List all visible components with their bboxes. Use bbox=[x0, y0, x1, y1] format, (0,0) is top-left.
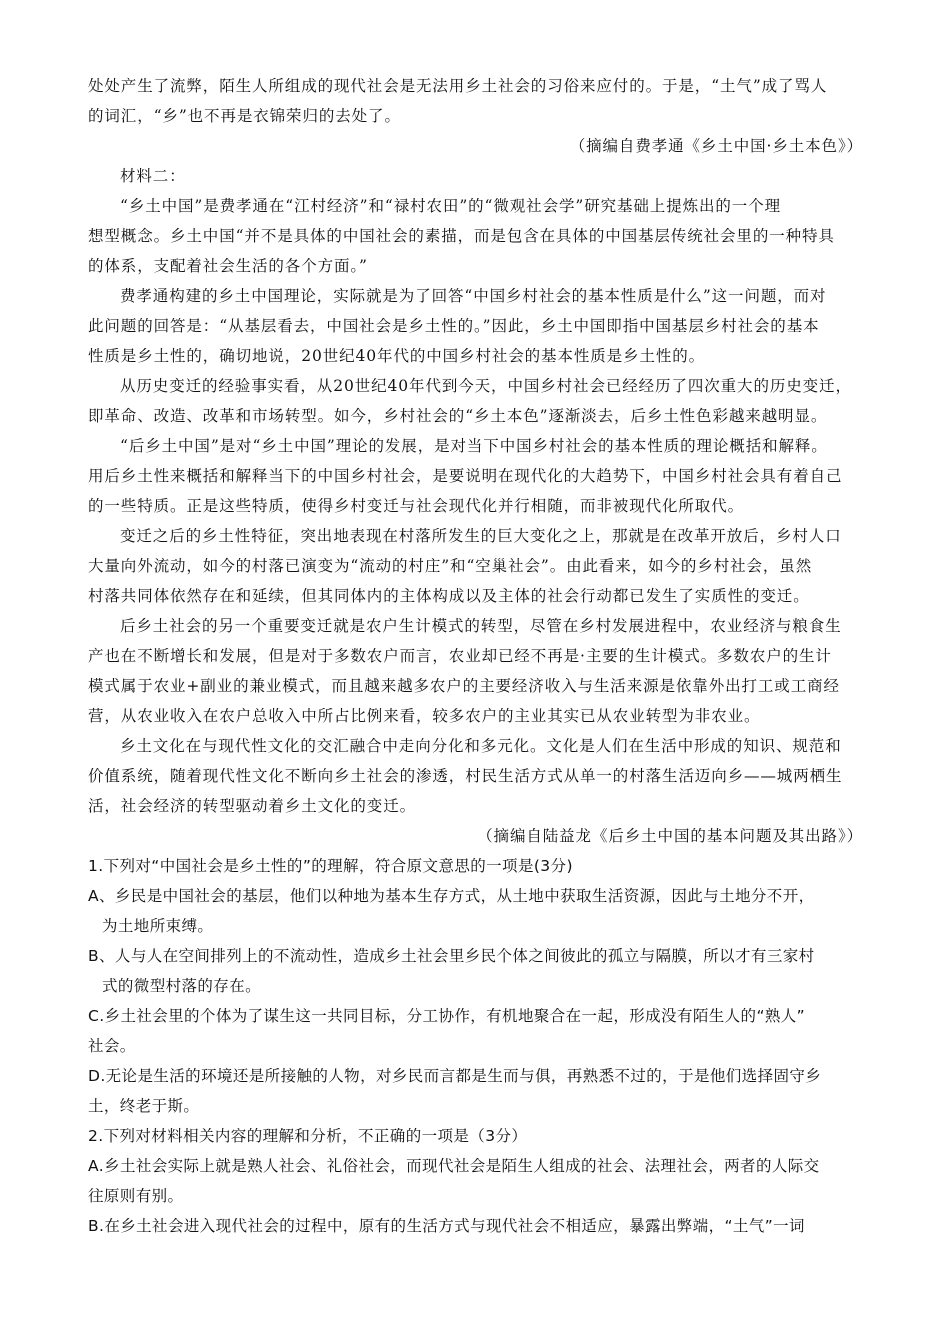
text-line: “乡土中国”是费孝通在“江村经济”和“禄村农田”的“微观社会学”研究基础上提炼出的一个理 bbox=[120, 197, 781, 215]
text-line: “后乡土中国”是对“乡土中国”理论的发展，是对当下中国乡村社会的基本性质的理论概括和解释。 bbox=[120, 437, 828, 455]
text-line: 村落共同体依然存在和延续，但其同体内的主体构成以及主体的社会行动都已发生了实质性的变迁。 bbox=[88, 587, 810, 605]
option-b-cont: 式的微型村落的存在。 bbox=[102, 977, 262, 995]
text-line: 的词汇，“乡”也不再是衣锦荣归的去处了。 bbox=[88, 107, 401, 125]
text-line: 从历史变迁的经验事实看，从20世纪40年代到今天，中国乡村社会已经经历了四次重大的历史变迁， bbox=[120, 377, 852, 395]
text-line: 处处产生了流弊，陌生人所组成的现代社会是无法用乡土社会的习俗来应付的。于是，“土气”成了骂人 bbox=[88, 77, 828, 95]
option-a-cont: 往原则有别。 bbox=[88, 1187, 184, 1205]
text-line: 产也在不断增长和发展，但是对于多数农户而言，农业却已经不再是·主要的生计模式。多数农户的生计 bbox=[88, 647, 832, 665]
text-line: 的体系，支配着社会生活的各个方面。” bbox=[88, 257, 368, 275]
text-line: 大量向外流动，如今的村落已演变为“流动的村庄”和“空巢社会”。由此看来，如今的乡村社会，虽然 bbox=[88, 557, 813, 575]
source-citation: （摘编自费孝通《乡土中国·乡土本色》） bbox=[569, 137, 863, 155]
question-2: 2.下列对材料相关内容的理解和分析，不正确的一项是（3分） bbox=[88, 1127, 528, 1145]
option-c: C.乡土社会里的个体为了谋生这一共同目标，分工协作，有机地聚合在一起，形成没有陌生人的“熟人” bbox=[88, 1007, 806, 1025]
option-d-cont: 土，终老于斯。 bbox=[88, 1097, 200, 1115]
option-c-cont: 社会。 bbox=[88, 1037, 136, 1055]
text-line: 模式属于农业+副业的兼业模式，而且越来越多农户的主要经济收入与生活来源是依靠外出打工或工商经 bbox=[88, 677, 840, 695]
option-a-cont: 为土地所束缚。 bbox=[102, 917, 214, 935]
option-b: B、人与人在空间排列上的不流动性，造成乡土社会里乡民个体之间彼此的孤立与隔膜，所以才有三家村 bbox=[88, 947, 815, 965]
text-line: 用后乡土性来概括和解释当下的中国乡村社会，是要说明在现代化的大趋势下，中国乡村社会具有着自己 bbox=[88, 467, 843, 485]
text-line: 乡土文化在与现代性文化的交汇融合中走向分化和多元化。文化是人们在生活中形成的知识、规范和 bbox=[120, 737, 842, 755]
option-a: A.乡土社会实际上就是熟人社会、礼俗社会，而现代社会是陌生人组成的社会、法理社会，两者的人际交 bbox=[88, 1157, 820, 1175]
text-line: 价值系统，随着现代性文化不断向乡土社会的渗透，村民生活方式从单一的村落生活迈向乡——城两栖生 bbox=[88, 767, 843, 785]
text-line: 费孝通构建的乡土中国理论，实际就是为了回答“中国乡村社会的基本性质是什么”这一问题，而对 bbox=[120, 287, 827, 305]
text-line: 性质是乡土性的，确切地说，20世纪40年代的中国乡村社会的基本性质是乡土性的。 bbox=[88, 347, 706, 365]
source-citation: （摘编自陆益龙《后乡土中国的基本问题及其出路》） bbox=[477, 827, 863, 845]
text-line: 营，从农业收入在农户总收入中所占比例来看，较多农户的主业其实已从农业转型为非农业。 bbox=[88, 707, 761, 725]
text-line: 后乡土社会的另一个重要变迁就是农户生计模式的转型，尽管在乡村发展进程中，农业经济与粮食生 bbox=[120, 617, 842, 635]
option-d: D.无论是生活的环境还是所接触的人物，对乡民而言都是生而与俱，再熟悉不过的，于是他们选择固守乡 bbox=[88, 1067, 822, 1085]
option-a: A、乡民是中国社会的基层，他们以种地为基本生存方式，从土地中获取生活资源，因此与土地分不开， bbox=[88, 887, 815, 905]
section-label: 材料二： bbox=[120, 167, 186, 185]
text-line: 想型概念。乡土中国“并不是具体的中国社会的素描，而是包含在具体的中国基层传统社会里的一种特具 bbox=[88, 227, 835, 245]
text-line: 的一些特质。正是这些特质，使得乡村变迁与社会现代化并行相随，而非被现代化所取代。 bbox=[88, 497, 745, 515]
text-line: 此问题的回答是：“从基层看去，中国社会是乡土性的。”因此，乡土中国即指中国基层乡村社会的基本 bbox=[88, 317, 820, 335]
question-1: 1.下列对“中国社会是乡土性的”的理解，符合原文意思的一项是(3分) bbox=[88, 857, 573, 875]
text-line: 变迁之后的乡土性特征，突出地表现在村落所发生的巨大变化之上，那就是在改革开放后，乡村人口 bbox=[120, 527, 842, 545]
text-line: 活，社会经济的转型驱动着乡土文化的变迁。 bbox=[88, 797, 417, 815]
option-b: B.在乡土社会进入现代社会的过程中，原有的生活方式与现代社会不相适应，暴露出弊端，“土气”一词 bbox=[88, 1217, 805, 1235]
text-line: 即革命、改造、改革和市场转型。如今，乡村社会的“乡土本色”逐渐淡去，后乡土性色彩越来越明显。 bbox=[88, 407, 828, 425]
